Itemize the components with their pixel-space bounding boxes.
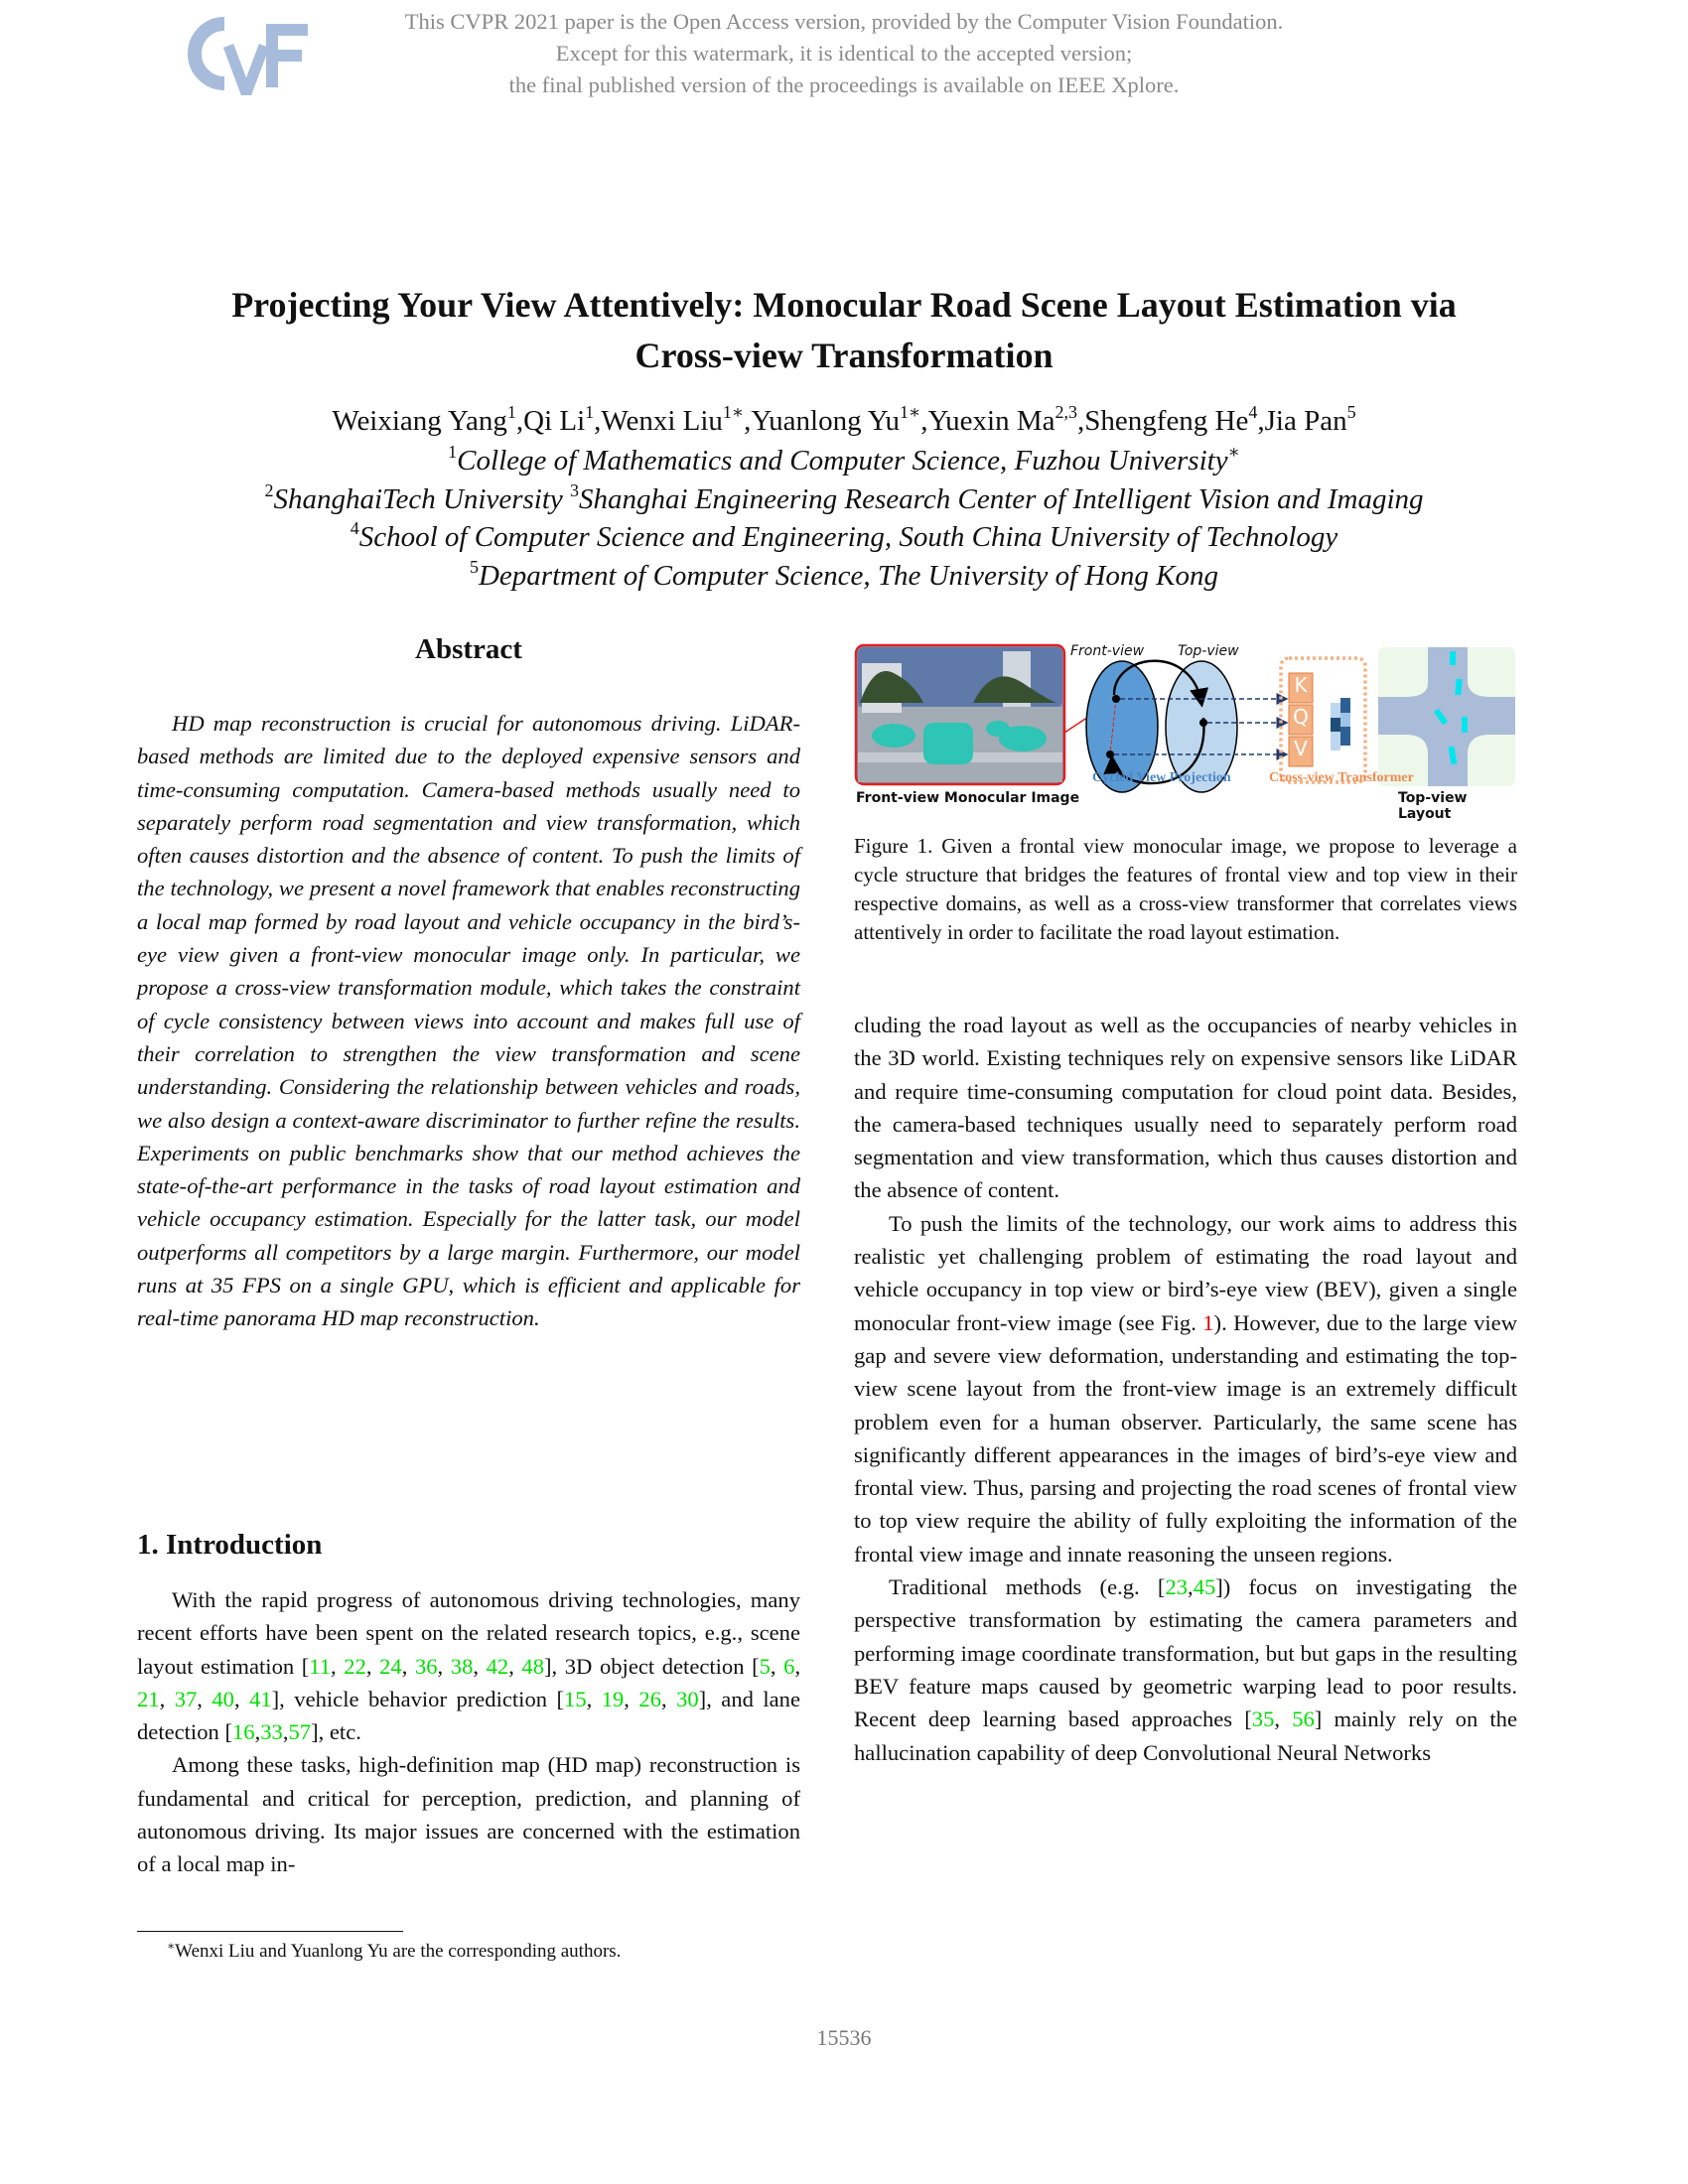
footnote-mark: ∗ [167, 1939, 176, 1953]
citation-link[interactable]: 33 [260, 1719, 283, 1745]
top-view-layout [1378, 647, 1515, 786]
cross-view-transformer-label: Cross-view Transformer [1269, 770, 1414, 785]
watermark-line: This CVPR 2021 paper is the Open Access version, provided by the Computer Vision Foundation. [404, 9, 1284, 34]
introduction-body [137, 1583, 800, 1881]
right-paragraph-3: Traditional methods (e.g. [23,45]) focus on investigating the perspective transformation by estimating the camera parameters and performing image coordinate transformation, but but gaps in the resulting BEV feature maps caused by geometric warping lead to poor results. Recent deep learning based approaches [35, 56] mainly rely on the hallucination capability of deep Convolutional Neural Networks [854, 1574, 1518, 1765]
top-view-layout-label: Top-view Layout [1398, 790, 1468, 822]
citation-link[interactable]: 16 [231, 1719, 255, 1745]
citation-link[interactable]: 21 [137, 1686, 160, 1711]
citation-link[interactable]: 26 [638, 1686, 661, 1711]
citation-link[interactable]: 5 [759, 1653, 771, 1679]
text-run: ], etc. [311, 1719, 361, 1745]
footnote-divider [137, 1931, 403, 1932]
text-run: ] mainly rely on the hallucination capability of deep Convolutional Neural Networks [854, 1706, 1518, 1765]
citation-link[interactable]: 57 [288, 1719, 312, 1745]
abstract-text: HD map reconstruction is crucial for autonomous driving. LiDAR-based methods are limited due to the deployed expensive sensors and time-consuming computation. Camera-based methods usually need to separately perform road segmentation and view transformation, which often causes distortion and the absence of content. To push the limits of the technology, we present a novel framework that enables reconstructing a local map formed by road layout and vehicle occupancy in the bird’s-eye view given a front-view monocular image only. In particular, we propose a cross-view transformation module, which takes the constraint of cycle consistency between views into account and makes full use of their correlation to strengthen the view transformation and scene understanding. Considering the relationship between vehicles and roads, we also design a context-aware discriminator to further refine the results. Experiments on public benchmarks show that our method achieves the state-of-the-art performance in the tasks of road layout estimation and vehicle occupancy estimation. Especially for the latter task, our model outperforms all competitors by a large margin. Furthermore, our model runs at 35 FPS on a single GPU, which is efficient and applicable for real-time panorama HD map reconstruction. [137, 711, 800, 1331]
watermark-line: Except for this watermark, it is identical to the accepted version; [555, 41, 1133, 66]
footnote-text: Wenxi Liu and Yuanlong Yu are the corresponding authors. [175, 1941, 622, 1962]
title-line: Cross-view Transformation [634, 336, 1054, 375]
watermark-line: the final published version of the proceedings is available on IEEE Xplore. [508, 72, 1180, 97]
affiliation-list [99, 442, 1589, 595]
author-affil-mark: 1 [585, 402, 595, 422]
value-label: V [1294, 737, 1308, 760]
author-name: Weixiang Yang [332, 405, 507, 437]
right-column-body [854, 1009, 1517, 1769]
citation-link[interactable]: 48 [521, 1653, 545, 1679]
author-name: Qi Li [523, 405, 586, 437]
right-paragraph-1: cluding the road layout as well as the occupancies of nearby vehicles in the 3D world. Existing techniques rely on expensive sensors like LiDAR and require time-consuming computation for cloud point data. Besides, the camera-based techniques usually need to separately perform road segmentation and view transformation, which thus causes distortion and the absence of content. [854, 1013, 1517, 1203]
text-run: With the rapid progress of autonomous driving technologies, many recent efforts have been spent on the related research topics, e.g., scene layout estimation [ [137, 1587, 800, 1679]
author-affil-mark: 1∗ [722, 402, 745, 422]
affiliation-2-3 [99, 480, 1589, 519]
citation-link[interactable]: 15 [564, 1686, 587, 1711]
citation-link[interactable]: 11 [309, 1653, 332, 1679]
citation-link[interactable]: 30 [676, 1686, 699, 1711]
affiliation-1 [99, 442, 1589, 480]
affil-mark: 5 [469, 556, 479, 577]
abstract-heading: Abstract [415, 633, 522, 665]
page-number: 15536 [816, 2025, 872, 2050]
intro-paragraph-2: Among these tasks, high-definition map (HD map) reconstruction is fundamental and critical for perception, prediction, and planning of autonomous driving. Its major issues are concerned with the estimation of a local map in- [137, 1752, 800, 1877]
affil-text: Department of Computer Science, The University of Hong Kong [478, 559, 1219, 592]
text-run: Traditional methods (e.g. [ [889, 1574, 1166, 1600]
citation-link[interactable]: 40 [211, 1686, 234, 1711]
query-label: Q [1293, 705, 1309, 729]
figure-reference-link[interactable]: 1 [1202, 1309, 1214, 1335]
citation-link[interactable]: 23 [1165, 1574, 1189, 1600]
text-run: ). However, due to the large view gap and severe view deformation, understanding and estimating the top-view scene layout from the front-view image is an extremely difficult problem even for a human observer. Particularly, the same scene has significantly different appearances in the images of bird’s-eye view and frontal view. Thus, parsing and projecting the road scenes of frontal view to top view require the ability of fully exploiting the information of the frontal view image and innate reasoning the unseen regions. [854, 1309, 1518, 1567]
citation-link[interactable]: 24 [379, 1653, 402, 1679]
top-view-label: Top-view [1178, 643, 1239, 659]
cycled-view-projection-label: Cycled View Projection [1092, 770, 1231, 785]
text-run: ], vehicle behavior prediction [ [271, 1686, 565, 1711]
affiliation-5 [99, 557, 1589, 596]
citation-link[interactable]: 35 [1251, 1706, 1275, 1732]
affil-mark: 2 [264, 479, 274, 500]
affiliation-4 [99, 518, 1589, 557]
key-label: K [1294, 673, 1308, 697]
author-name: Shengfeng He [1084, 405, 1249, 437]
title-line: Projecting Your View Attentively: Monocular Road Scene Layout Estimation via [231, 285, 1457, 325]
author-affil-mark: 1 [506, 402, 516, 422]
author-affil-mark: 2,3 [1055, 402, 1078, 422]
citation-link[interactable]: 6 [783, 1653, 795, 1679]
affil-mark: 3 [570, 479, 580, 500]
text-run: ], and lane detection [ [137, 1686, 800, 1745]
citation-link[interactable]: 41 [249, 1686, 272, 1711]
text-run: To push the limits of the technology, our work aims to address this realistic yet challenging problem of estimating the road layout and vehicle occupancy in top view or bird’s-eye view (BEV), given a single monocular front-view image (see Fig. [854, 1210, 1517, 1335]
author-list: Weixiang Yang$^1$,Qi Li$^1$,Wenxi Liu$^{1∗}$,Yuanlong $Yu^{1∗},Yuexin$ Ma$^{2,3}$,Shengfeng He$^4$,Jia Pan$^5$ [332, 402, 1356, 437]
citation-link[interactable]: 45 [1193, 1574, 1216, 1600]
attention-cube-icon [1331, 698, 1350, 751]
author-name: Jia Pan [1264, 405, 1347, 437]
citation-link[interactable]: 22 [344, 1653, 366, 1679]
affil-mark: 4 [350, 518, 359, 538]
author-affil-mark: 4 [1248, 402, 1258, 422]
citation-link[interactable]: 19 [601, 1686, 625, 1711]
paper-title [99, 280, 1589, 381]
intro-paragraph-1: With the rapid progress of autonomous driving technologies, many recent efforts have been spent on the related research topics, e.g., scene layout estimation [11, 22, 24, 36, 38, 42, 48], 3D object detection [5, 6, 21, 37, 40, 41], vehicle behavior prediction [15, 19, 26, 30], and lane detection [16,33,57], etc. [137, 1587, 801, 1745]
affil-mark: ∗ [1227, 442, 1240, 462]
figure-1 [854, 643, 1517, 822]
citation-link[interactable]: 56 [1292, 1706, 1315, 1732]
front-view-image-label: Front-view Monocular Image [856, 790, 1080, 806]
affil-text: College of Mathematics and Computer Science, Fuzhou University [457, 445, 1228, 477]
introduction-heading: 1. Introduction [137, 1529, 323, 1561]
affil-mark: 1 [448, 442, 458, 462]
affil-text: Shanghai Engineering Research Center of Intelligent Vision and Imaging [579, 482, 1424, 515]
footnote [167, 1941, 621, 1963]
affil-text: ShanghaiTech University [273, 482, 571, 515]
citation-link[interactable]: 42 [486, 1653, 509, 1679]
text-run: ]) focus on investigating the perspective transformation by estimating the camera parameters and performing image coordinate transformation, but but gaps in the resulting BEV feature maps caused by geometric warping lead to poor results. Recent deep learning based approaches [ [854, 1574, 1518, 1732]
open-access-watermark [0, 6, 1688, 101]
author-name: Wenxi Liu [601, 405, 723, 437]
figure-1-caption: Figure 1. Given a frontal view monocular image, we propose to leverage a cycle structure that bridges the features of frontal view and top view in their respective domains, as well as a cross-view transformer that correlates views attentively in order to facilitate the road layout estimation. [854, 834, 1517, 944]
affil-text: School of Computer Science and Engineering, South China University of Technology [358, 521, 1338, 553]
right-paragraph-2 [854, 1207, 1517, 1570]
citation-link[interactable]: 38 [450, 1653, 474, 1679]
author-name: Yuexin Ma [927, 405, 1055, 437]
author-affil-mark: 1∗ [899, 402, 921, 422]
front-view-label: Front-view [1070, 643, 1145, 659]
author-affil-mark: 5 [1346, 402, 1356, 422]
citation-link[interactable]: 36 [414, 1653, 438, 1679]
front-view-photo [856, 645, 1064, 784]
citation-link[interactable]: 37 [174, 1686, 198, 1711]
text-run: ], 3D object detection [ [544, 1653, 760, 1679]
author-name: Yuanlong Yu [751, 405, 900, 437]
